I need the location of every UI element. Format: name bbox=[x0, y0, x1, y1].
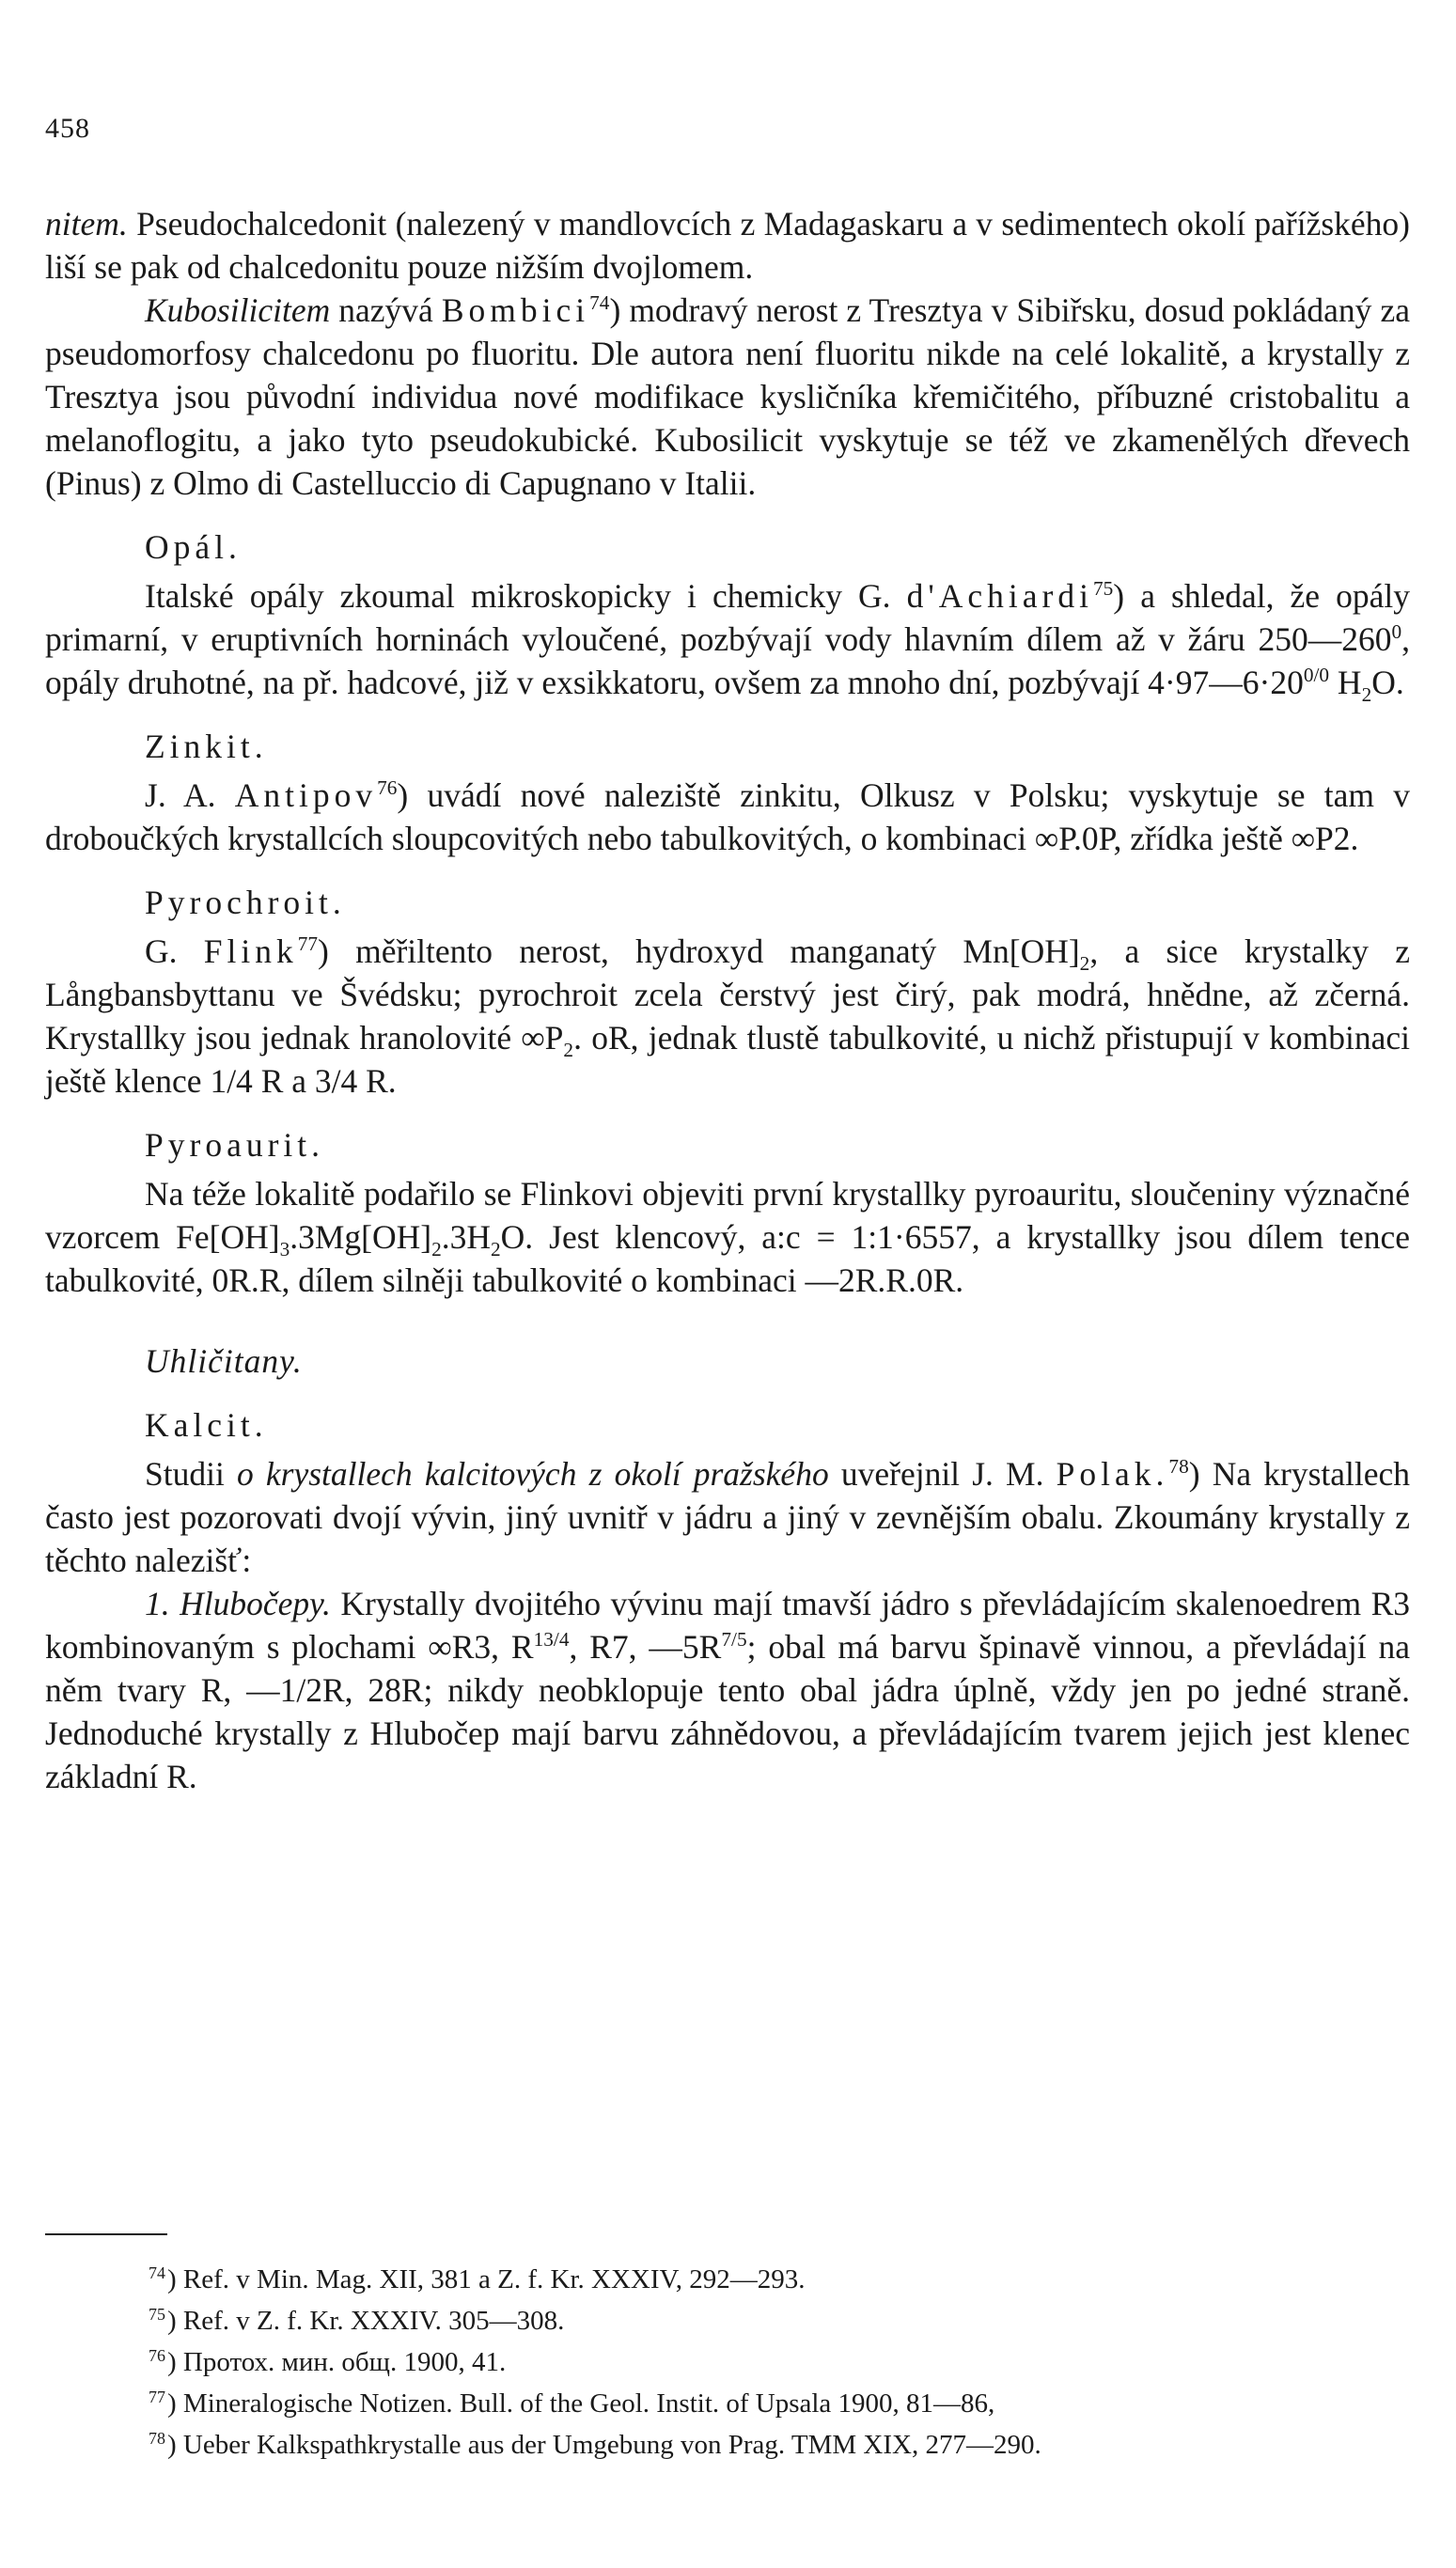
subscript: 2 bbox=[431, 1238, 442, 1261]
footnote-mark: 74 bbox=[149, 2263, 165, 2282]
section-heading-zinkit: Zinkit. bbox=[145, 728, 268, 765]
footnote bbox=[149, 2380, 1408, 2421]
footnote-mark: 77 bbox=[149, 2388, 165, 2406]
paragraph-opal bbox=[45, 574, 1410, 707]
section-heading-pyroaurit: Pyroaurit. bbox=[145, 1126, 324, 1164]
paragraph-text: ) uvádí nové naleziště zinkitu, Olkusz v Polsku; vyskytuje se tam v droboučkých krystallcích sloupcovitých nebo tabulkovitých, o kombinaci ∞P.0P, zřídka ještě ∞P2. bbox=[45, 776, 1410, 857]
section-heading-kalcit: Kalcit. bbox=[145, 1406, 268, 1444]
fraction: 1/2 bbox=[279, 1671, 322, 1709]
paragraph-text: Na téže lokalitě podařilo se Flinkovi objeviti první krystallky pyroauritu, sloučeniny význačné vzorcem Fe[OH] bbox=[45, 1175, 1410, 1256]
paragraph-text: , opály druhotné, na př. hadcové, již v exsikkatoru, ovšem za mnoho dní, pozbývají 4·97—6·20 bbox=[45, 620, 1410, 701]
paragraph-text: , a sice krystalky z Långbansbyttanu ve Švédsku; pyrochroit zcela čerstvý jest čirý, pak modrá, hnědne, až zčerná. Krystallky jsou jednak hranolovité ∞P bbox=[45, 932, 1411, 1057]
subscript: 2 bbox=[1079, 952, 1090, 976]
paragraph-text: ) Na krystallech často jest pozorovati dvojí vývin, jiný uvnitř v jádru a jiný v zevnějším obalu. Zkoumány krystally z těchto nalezišť: bbox=[45, 1455, 1411, 1579]
paragraph-pyroaurit bbox=[45, 1172, 1410, 1302]
paragraph-text: uveřejnil J. M. bbox=[828, 1455, 1057, 1493]
paragraph-text: nazývá bbox=[330, 291, 442, 329]
footnotes bbox=[149, 2256, 1408, 2463]
footnote-ref: 77 bbox=[297, 932, 319, 956]
body-text bbox=[45, 202, 1410, 1798]
author-name: Polak. bbox=[1056, 1455, 1169, 1493]
italic-fragment: nitem. bbox=[45, 205, 128, 243]
paragraph-pyrochroit bbox=[45, 930, 1410, 1103]
paragraph-text: Pseudochalcedonit (nalezený v mandlovcích z Madagaskaru a v sedimentech okolí pařížského) liší se pak od chalcedonitu pouze nižším dvojlomem. bbox=[45, 205, 1410, 286]
subscript: 2 bbox=[1361, 683, 1372, 707]
paragraph-text: O. Jest klencový, a:c = 1:1·6557, a krystallky jsou dílem tence tabulkovité, 0R.R, dílem silněji tabulkovité o kombinaci —2R.R.0R. bbox=[45, 1218, 1410, 1299]
footnote-mark: 75 bbox=[149, 2305, 165, 2324]
paragraph-kubosilicit bbox=[45, 289, 1410, 505]
paragraph-text: O. bbox=[1371, 664, 1404, 701]
paragraph-text: ) modravý nerost z Tresztya v Sibiřsku, dosud pokládaný za pseudomorfosy chalcedonu po fluoritu. Dle autora není fluoritu nikde na celé lokalitě, a krystally z Tresztya jsou původní individua nové modifikace kysličníka křemičitého, příbuzné cristobalitu a melanoflogitu, a jako tyto pseudokubické. Kubosilicit vyskytuje se též ve zkamenělých dřevech (Pinus) z Olmo di Castelluccio di Capugnano v Italii. bbox=[45, 291, 1410, 502]
footnote bbox=[149, 2339, 1408, 2380]
italic-locality: 1. Hlubočepy. bbox=[145, 1585, 331, 1622]
percent-mark: 0/0 bbox=[1303, 664, 1330, 687]
subscript: 3 bbox=[279, 1238, 290, 1261]
paragraph-text: Studii bbox=[145, 1455, 237, 1493]
paragraph-text: ) měřiltento nerost, hydroxyd manganatý Mn[OH] bbox=[318, 932, 1080, 970]
footnote-divider bbox=[45, 2233, 167, 2235]
section-heading-opal: Opál. bbox=[145, 528, 242, 566]
paragraph-text: G. bbox=[145, 932, 204, 970]
footnote-ref: 75 bbox=[1093, 577, 1114, 601]
italic-title: o krystallech kalcitových z okolí pražského bbox=[237, 1455, 829, 1493]
paragraph-kalcit bbox=[45, 1452, 1410, 1582]
paragraph-text: ) a shledal, že opály primarní, v eruptivních horninách vyloučené, pozbývají vody hlavním dílem až v žáru 250—260 bbox=[45, 577, 1410, 658]
paragraph-text: , R7, —5R bbox=[569, 1628, 722, 1666]
fraction: 3/4 bbox=[314, 1062, 358, 1100]
paragraph-hlubocepy bbox=[45, 1582, 1410, 1798]
footnote-mark: 78 bbox=[149, 2429, 165, 2448]
paragraph-text: R, 28R; nikdy neobklopuje tento obal jádra úplně, vždy jen po jedné straně. Jednoduché krystally z Hlubočep mají barvu záhnědovou, a převládajícím tvarem jejich jest klenec základní R. bbox=[45, 1671, 1410, 1795]
paragraph-text: H bbox=[1329, 664, 1362, 701]
paragraph-text: Krystally dvojitého vývinu mají tmavší jádro s převládajícím skalenoedrem R3 kombinovaným s plochami ∞R3, R bbox=[45, 1585, 1411, 1666]
paragraph-text: .3H bbox=[441, 1218, 492, 1256]
fraction: 7/5 bbox=[721, 1628, 747, 1652]
paragraph-text: . oR, jednak tlustě tabulkovité, u nichž přistupují v kombinaci ještě klence bbox=[45, 1019, 1410, 1100]
author-name: Flink bbox=[203, 932, 298, 970]
footnote-text: ) Mineralogische Notizen. Bull. of the Geol. Instit. of Upsala 1900, 81—86, bbox=[167, 2388, 995, 2419]
footnote bbox=[149, 2421, 1408, 2463]
paragraph-text: J. A. bbox=[145, 776, 235, 814]
author-name: d'Achiardi bbox=[906, 577, 1093, 615]
footnote-text: ) Протох. мин. общ. 1900, 41. bbox=[167, 2347, 507, 2377]
section-heading-pyrochroit: Pyrochroit. bbox=[145, 884, 346, 921]
footnote-mark: 76 bbox=[149, 2346, 165, 2365]
paragraph-pseudochalcedonit bbox=[45, 202, 1410, 289]
footnote-text: ) Ref. v Z. f. Kr. XXXIV. 305—308. bbox=[167, 2306, 565, 2336]
footnote bbox=[149, 2256, 1408, 2297]
fraction: 1/4 bbox=[210, 1062, 253, 1100]
author-name: Bombici bbox=[441, 291, 590, 329]
footnote-ref: 76 bbox=[377, 776, 398, 800]
footnote bbox=[149, 2297, 1408, 2339]
paragraph-text: R a bbox=[252, 1062, 315, 1100]
paragraph-text: ; obal má barvu špinavě vinnou, a převládají na něm tvary R, — bbox=[45, 1628, 1410, 1709]
footnote-text: ) Ref. v Min. Mag. XII, 381 a Z. f. Kr. XXXIV, 292—293. bbox=[167, 2264, 806, 2294]
section-heading-uhlicitany: Uhličitany. bbox=[145, 1342, 303, 1380]
page-number: 458 bbox=[45, 113, 90, 144]
italic-term: Kubosilicitem bbox=[145, 291, 331, 329]
fraction: 13/4 bbox=[533, 1628, 570, 1652]
degree-mark: 0 bbox=[1391, 620, 1402, 644]
footnote-ref: 74 bbox=[589, 291, 610, 315]
footnote-text: ) Ueber Kalkspathkrystalle aus der Umgebung von Prag. TMM XIX, 277—290. bbox=[167, 2430, 1041, 2460]
footnote-ref: 78 bbox=[1168, 1455, 1189, 1479]
subscript: 2 bbox=[563, 1039, 574, 1062]
author-name: Antipov bbox=[234, 776, 378, 814]
paragraph-zinkit bbox=[45, 774, 1410, 860]
paragraph-text: R. bbox=[357, 1062, 397, 1100]
paragraph-text: .3Mg[OH] bbox=[290, 1218, 432, 1256]
subscript: 2 bbox=[491, 1238, 501, 1261]
paragraph-text: Italské opály zkoumal mikroskopicky i chemicky G. bbox=[145, 577, 907, 615]
